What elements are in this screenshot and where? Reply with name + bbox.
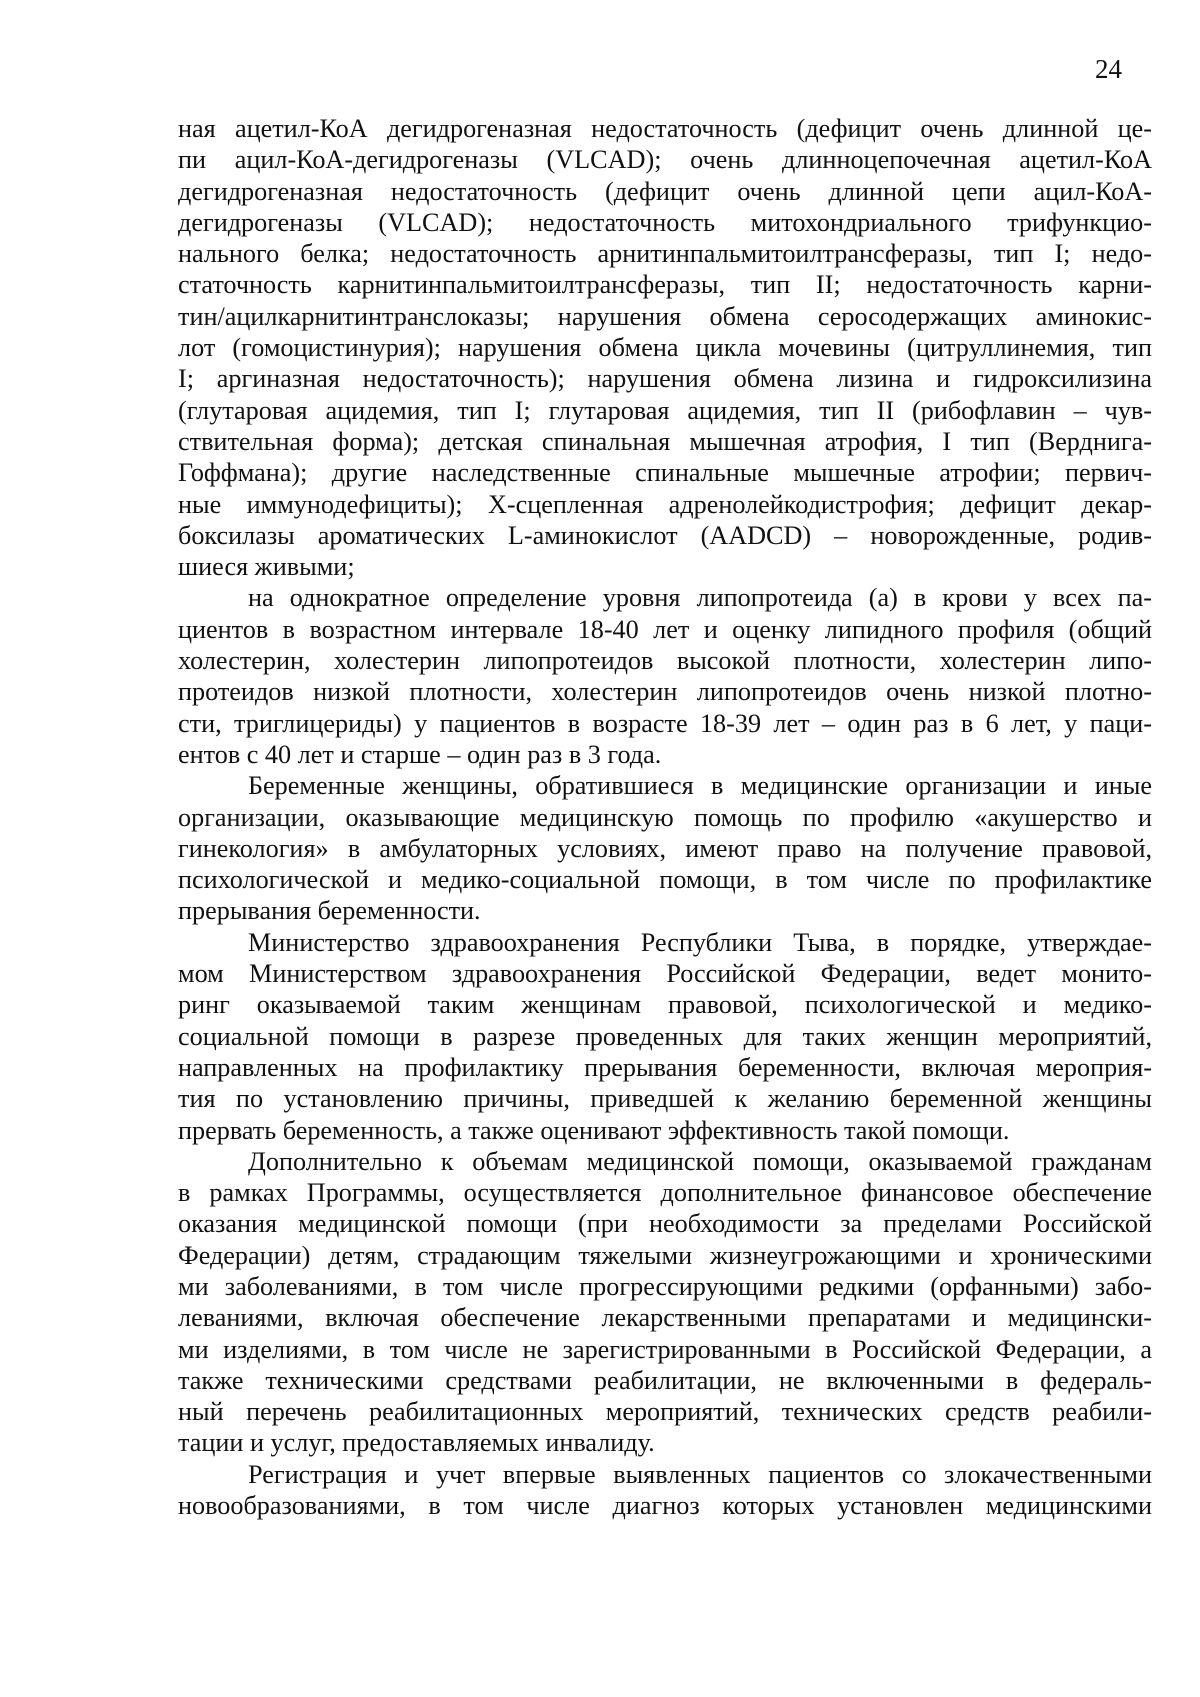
text-line: прерывания беременности.	[178, 896, 481, 926]
text-line: боксилазы ароматических L-аминокислот (AADCD) – новорожденные, родив-	[178, 520, 1152, 550]
text-line: протеидов низкой плотности, холестерин липопротеидов очень низкой плотно-	[178, 677, 1152, 707]
paragraph	[178, 582, 1152, 770]
text-line: гинекология» в амбулаторных условиях, имеют право на получение правовой,	[178, 833, 1152, 863]
text-line: холестерин, холестерин липопротеидов высокой плотности, холестерин липо-	[178, 646, 1152, 676]
text-line: Министерство здравоохранения Республики Тыва, в порядке, утверждае-	[248, 927, 1152, 957]
text-line: ринг оказываемой таким женщинам правовой, психологической и медико-	[178, 990, 1152, 1020]
page-number: 24	[1095, 54, 1122, 84]
text-line: пи ацил-КоА-дегидрогеназы (VLCAD); очень длинноцепочечная ацетил-КоА	[178, 145, 1152, 175]
text-line: циентов в возрастном интервале 18-40 лет и оценку липидного профиля (общий	[178, 614, 1152, 644]
text-line: ные иммунодефициты); Х-сцепленная адренолейкодистрофия; дефицит декар-	[178, 489, 1152, 519]
document-body	[178, 113, 1152, 1521]
paragraph	[178, 1146, 1152, 1459]
text-line: новообразованиями, в том числе диагноз которых установлен медицинскими	[178, 1491, 1152, 1521]
text-line: лот (гомоцистинурия); нарушения обмена цикла мочевины (цитруллинемия, тип	[178, 333, 1152, 363]
text-line: Федерации) детям, страдающим тяжелыми жизнеугрожающими и хроническими	[178, 1240, 1152, 1270]
text-line: Регистрация и учет впервые выявленных пациентов со злокачественными	[248, 1459, 1152, 1489]
text-line: Беременные женщины, обратившиеся в медицинские организации и иные	[248, 771, 1152, 801]
paragraph	[178, 1459, 1152, 1522]
text-line: мом Министерством здравоохранения Российской Федерации, ведет монито-	[178, 959, 1152, 989]
text-line: организации, оказывающие медицинскую помощь по профилю «акушерство и	[178, 802, 1152, 832]
text-line: ентов с 40 лет и старше – один раз в 3 года.	[178, 739, 662, 769]
text-line: шиеся живыми;	[178, 552, 355, 582]
text-line: ная ацетил-КоА дегидрогеназная недостаточность (дефицит очень длинной це-	[178, 114, 1152, 143]
text-line: психологической и медико-социальной помощи, в том числе по профилактике	[178, 865, 1152, 895]
text-line: Дополнительно к объемам медицинской помощи, оказываемой гражданам	[248, 1146, 1152, 1176]
text-line: Гоффмана); другие наследственные спинальные мышечные атрофии; первич-	[178, 458, 1152, 488]
text-line: оказания медицинской помощи (при необходимости за пределами Российской	[178, 1209, 1152, 1239]
text-line: дегидрогеназная недостаточность (дефицит очень длинной цепи ацил-КоА-	[178, 176, 1152, 206]
text-line: прервать беременность, а также оценивают эффективность такой помощи.	[178, 1115, 1010, 1145]
text-line: в рамках Программы, осуществляется дополнительное финансовое обеспечение	[178, 1178, 1152, 1208]
paragraph	[178, 113, 1152, 582]
text-line: ми изделиями, в том числе не зарегистрированными в Российской Федерации, а	[178, 1334, 1152, 1364]
paragraph	[178, 927, 1152, 1146]
text-line: нального белка; недостаточность арнитинпальмитоилтрансферазы, тип I; недо-	[178, 239, 1152, 269]
text-line: тин/ацилкарнитинтранслоказы; нарушения обмена серосодержащих аминокис-	[178, 301, 1152, 331]
text-line: тации и услуг, предоставляемых инвалиду.	[178, 1428, 655, 1458]
text-line: тия по установлению причины, приведшей к желанию беременной женщины	[178, 1084, 1152, 1114]
text-line: ми заболеваниями, в том числе прогрессирующими редкими (орфанными) забо-	[178, 1271, 1152, 1301]
text-line: леваниями, включая обеспечение лекарственными препаратами и медицински-	[178, 1303, 1152, 1333]
text-line: направленных на профилактику прерывания беременности, включая мероприя-	[178, 1052, 1152, 1082]
text-line: ствительная форма); детская спинальная мышечная атрофия, I тип (Верднига-	[178, 426, 1152, 456]
text-line: ный перечень реабилитационных мероприятий, технических средств реабили-	[178, 1397, 1152, 1427]
paragraph	[178, 770, 1152, 926]
text-line: также техническими средствами реабилитации, не включенными в федераль-	[178, 1365, 1152, 1395]
text-line: на однократное определение уровня липопротеида (а) в крови у всех па-	[248, 583, 1152, 613]
text-line: дегидрогеназы (VLCAD); недостаточность митохондриального трифункцио-	[178, 207, 1152, 237]
text-line: социальной помощи в разрезе проведенных для таких женщин мероприятий,	[178, 1021, 1152, 1051]
text-line: I; аргиназная недостаточность); нарушения обмена лизина и гидроксилизина	[178, 364, 1152, 394]
text-line: сти, триглицериды) у пациентов в возрасте 18-39 лет – один раз в 6 лет, у паци-	[178, 708, 1152, 738]
text-line: (глутаровая ацидемия, тип I; глутаровая ацидемия, тип II (рибофлавин – чув-	[178, 395, 1152, 425]
text-line: статочность карнитинпальмитоилтрансферазы, тип II; недостаточность карни-	[178, 270, 1152, 300]
